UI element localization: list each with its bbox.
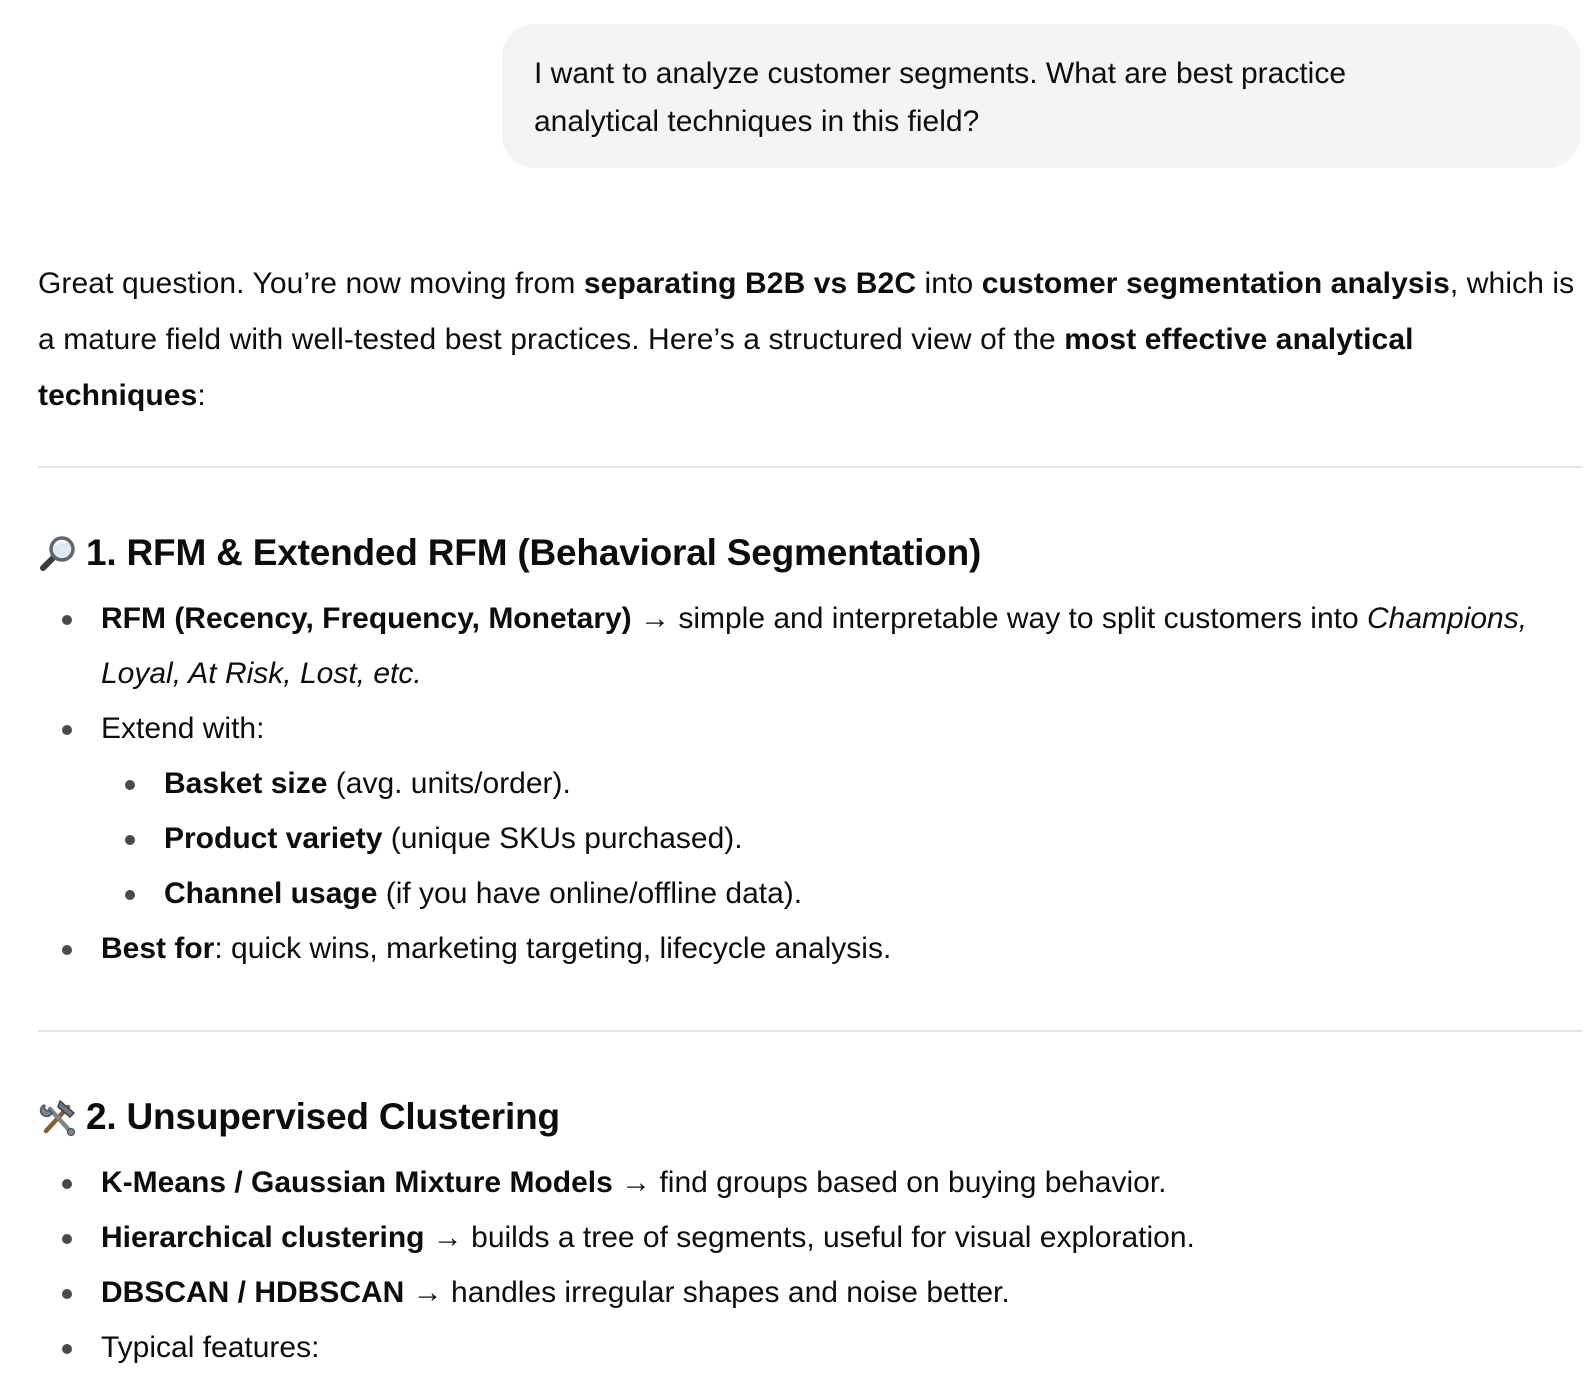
intro-paragraph <box>38 256 1583 424</box>
user-message-line-2: analytical techniques in this field? <box>534 105 980 138</box>
extend-label: Extend with: <box>101 712 265 745</box>
sub-term: Basket size <box>164 767 328 800</box>
list-item <box>38 1320 1583 1375</box>
intro-text-3: , which is a mature field with well-tested best practices. Here’s a structured view of the <box>38 267 1575 356</box>
section-divider <box>38 466 1583 468</box>
item-description: → builds a tree of segments, useful for visual exploration. <box>424 1221 1195 1254</box>
section-2-list <box>38 1155 1583 1375</box>
rfm-segments: Champions, Loyal, At Risk, Lost, etc. <box>101 602 1528 690</box>
sub-description: (if you have online/offline data). <box>377 877 803 910</box>
magnifying-glass-icon <box>38 533 78 573</box>
section-1-list <box>38 591 1583 976</box>
list-item <box>38 701 1583 921</box>
sub-term: Product variety <box>164 822 383 855</box>
intro-text-4: : <box>197 379 206 412</box>
assistant-response <box>38 256 1583 1375</box>
item-description: → find groups based on buying behavior. <box>612 1166 1167 1199</box>
intro-text-1: Great question. You’re now moving from <box>38 267 584 300</box>
list-item <box>38 921 1583 976</box>
intro-bold-3: most effective analytical techniques <box>38 323 1414 412</box>
section-2-heading <box>38 1089 1583 1145</box>
list-item <box>38 1265 1583 1320</box>
hammer-and-wrench-icon <box>38 1097 78 1137</box>
list-item <box>38 1210 1583 1265</box>
list-item <box>101 866 1583 921</box>
section-2-title: 2. Unsupervised Clustering <box>86 1096 560 1137</box>
intro-text-2: into <box>916 267 982 300</box>
sub-description: (avg. units/order). <box>327 767 571 800</box>
intro-bold-2: customer segmentation analysis <box>981 267 1450 300</box>
rfm-description: → simple and interpretable way to split customers into <box>631 602 1367 635</box>
list-item <box>38 591 1583 701</box>
item-description: Typical features: <box>101 1331 320 1364</box>
sub-description: (unique SKUs purchased). <box>382 822 743 855</box>
section-1-title: 1. RFM & Extended RFM (Behavioral Segmentation) <box>86 532 982 573</box>
extend-sublist <box>101 756 1583 921</box>
sub-term: Channel usage <box>164 877 378 910</box>
section-divider <box>38 1030 1583 1032</box>
item-term: DBSCAN / HDBSCAN <box>101 1276 405 1309</box>
item-term: K-Means / Gaussian Mixture Models <box>101 1166 613 1199</box>
intro-bold-1: separating B2B vs B2C <box>583 267 917 300</box>
list-item <box>101 811 1583 866</box>
rfm-term: RFM (Recency, Frequency, Monetary) <box>101 602 632 635</box>
list-item <box>38 1155 1583 1210</box>
best-for-term: Best for <box>101 932 215 965</box>
list-item <box>101 756 1583 811</box>
section-1-heading <box>38 525 1583 581</box>
item-term: Hierarchical clustering <box>101 1221 425 1254</box>
best-for-description: : quick wins, marketing targeting, lifecycle analysis. <box>214 932 892 965</box>
item-description: → handles irregular shapes and noise better. <box>404 1276 1010 1309</box>
user-message-line-1: I want to analyze customer segments. What are best practice <box>534 57 1347 90</box>
user-message-bubble <box>502 24 1580 168</box>
